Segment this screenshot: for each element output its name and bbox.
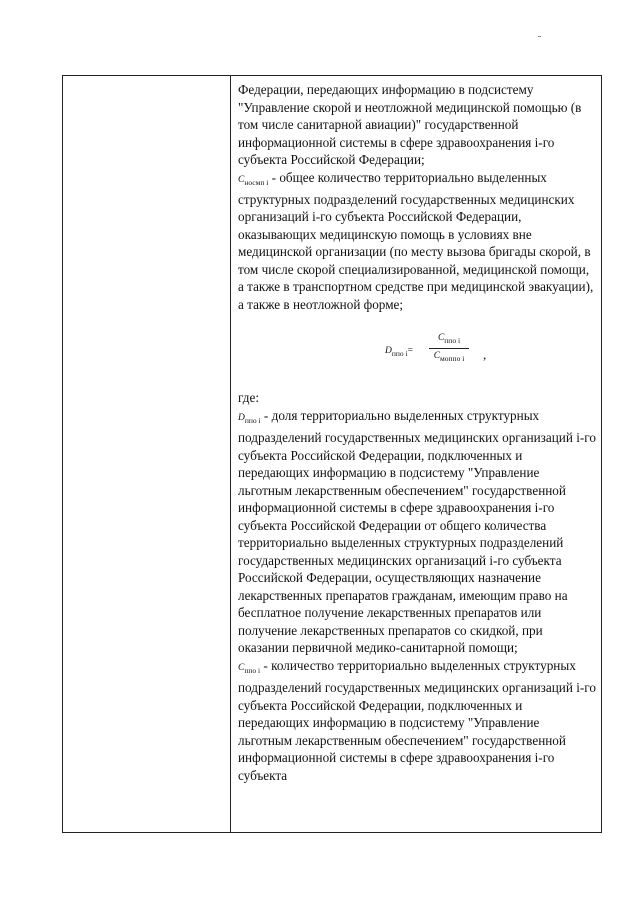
fraction-bar: [429, 348, 469, 349]
where-label: где:: [238, 390, 259, 406]
table-right-column: [238, 81, 596, 784]
symbol-c-nosmp: $C_{носмп i}$: [238, 174, 269, 187]
definition-c-nosmp: $C_{носмп i}$ - общее количество территориально выделенных структурных подразделений государственных медицинских организаций i-го субъекта Российской Федерации, оказывающих медицинскую помощь в условиях вне медицинской организации (по месту вызова бригады скорой, в том числе скорой специализированной, медицинской помощи, а также в транспортном средстве при медицинской эвакуации), а также в неотложной форме;: [238, 169, 594, 312]
definition-c-ppo: $C_{ппо i}$ - количество территориально выделенных структурных подразделений государственных медицинских организаций i-го субъекта Российской Федерации, подключенных и передающих информацию в подсистему "Управление льготным лекарственным обеспечением" государственной информационной системы в сфере здравоохранения i-го субъекта: [238, 657, 596, 783]
definition-d-ppo: $D_{ппо i}$ - доля территориально выделенных структурных подразделений государственных медицинских организаций i-го субъекта Российской Федерации, подключенных и передающих информацию в подсистему "Управление льготным лекарственным обеспечением" государственной информационной системы в сфере здравоохранения i-го субъекта Российской Федерации от общего количества территориально выделенных структурных подразделений государственных медицинских организаций i-го субъекта Российской Федерации, осуществляющих назначение лекарственных препаратов гражданам, имеющим право на бесплатное получение лекарственных препаратов или получение лекарственных препаратов со скидкой, при оказании первичной медико-санитарной помощи;: [238, 407, 596, 656]
formula-denominator: $C_{моппо i}$: [433, 351, 465, 364]
scan-mark: [538, 36, 541, 37]
symbol-c-ppo: $C_{ппо i}$: [238, 662, 261, 675]
formula-lhs: $D_{ппо i}=$: [385, 346, 413, 359]
table-left-column: [63, 76, 230, 832]
column-divider: [230, 76, 231, 832]
paragraph-continuation: Федерации, передающих информацию в подсистему "Управление скорой и неотложной медицинской помощью (в том числе санитарной авиации)" государственной информационной системы в сфере здравоохранения i-го субъекта Российской Федерации;: [238, 82, 582, 167]
formula-comma: ,: [483, 347, 487, 363]
document-table: [62, 75, 602, 833]
formula-numerator: $C_{ппо i}$: [437, 333, 461, 346]
symbol-d-ppo: $D_{ппо i}$: [238, 412, 261, 425]
formula-fraction: [429, 333, 469, 364]
formula-block: [238, 333, 596, 381]
